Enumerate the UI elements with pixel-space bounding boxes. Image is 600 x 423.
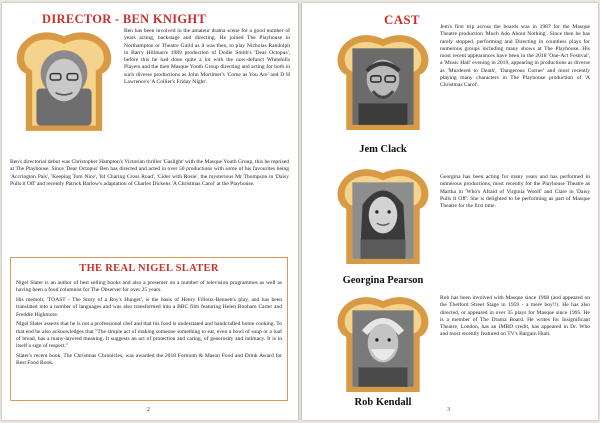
- jem-clack-name: Jem Clack: [359, 144, 407, 155]
- georgina-pearson-bio: Georgina has been acting for many years and has performed in numerous productions, most recently for the Playhouse Theatre as Martha in 'Who's Afraid of Virginia Woolf' and Clare in 'Daisy Pulls It Off'. She is delighted to be performing as part of Masque Theatre for the first time.: [440, 174, 590, 210]
- box-paragraph: His memoir, 'TOAST - The Story of a Boy's Hunger', is the basis of Henry Filloux-Bennett's play, and has been translated into a number of languages and was also transformed into a BBC film featuring Helen Bonham Carter and Freddie Highmore.: [16, 296, 282, 318]
- jem-portrait-icon: [352, 48, 413, 125]
- box-paragraph: Slater's recent book, The Christmas Chronicles, was awarded the 2018 Fortnum & Mason Food and Drink Award for Best Food Book.: [16, 352, 282, 367]
- rob-kendall-photo: [332, 287, 434, 399]
- cast-heading: CAST: [384, 12, 420, 27]
- director-heading: DIRECTOR - BEN KNIGHT: [42, 12, 207, 26]
- right-page: [302, 3, 598, 420]
- left-page: [2, 3, 298, 420]
- jem-clack-photo: [332, 25, 434, 137]
- director-bio-column: Ben has been involved in the amateur drama scene for a good number of years acting, backstage and directing. He joined The Playhouse in Northampton or Theatre Guild as it was then, to play Nicholas Randolph in Barry Hillman's 1989 production of Dodie Smith's 'Dear Octopus', before this he had done quite a lot with the now-defunct Whitehills Players and the then Masque Youth Group directing and acting for both in such diverse productions as John Mortimer's 'Come as You Are' and D H Lawrence's 'A Collier's Friday Night'.: [124, 28, 290, 86]
- nigel-slater-box: [10, 257, 288, 401]
- jem-clack-bio: Jem's first trip across the boards was in 1987 for the Masque Theatre production 'Much Ado About Nothing'. Since then he has rarely stopped, performing and Directing in countless plays for numerous groups including many shows at The Playhouse. His most recent appearances have been in the 2018 'One-Act Festival', a 'Music Hall' evening in 2019, appearing in productions as diverse as 'Murdered to Death', 'Dangerous Corner' and most recently playing many characters in The Playhouse production of 'A Christmas Carol'.: [440, 24, 590, 89]
- georgina-pearson-photo: [332, 159, 434, 271]
- georgina-pearson-name: Georgina Pearson: [342, 275, 424, 286]
- page-number-left: 2: [147, 407, 150, 413]
- box-paragraph: Nigel Slater asserts that he is not a professional chef and that his food is understated and handcrafted home cooking. To that end he also acknowledges that "The simple act of making someone something to eat, even a bowl of soup or a loaf of bread, has a many-layered meaning. It suggests an act of protection and caring, of generosity and intimacy. It is in itself a sign of respect.": [16, 321, 282, 350]
- georgina-portrait-icon: [352, 182, 413, 258]
- nigel-slater-title: THE REAL NIGEL SLATER: [79, 263, 219, 274]
- director-photo: [10, 27, 118, 133]
- box-paragraph: Nigel Slater is an author of best selling books and also a presenter on a number of television programmes as well as having been a food columnist for The Observer for over 25 years.: [16, 280, 282, 294]
- director-bio-full: Ben's directorial debut was Christopher Hampton's Victorian thriller 'Gaslight' with the Masque Youth Group, this he reprised at The Playhouse. Since 'Dear Octopus' Ben has directed and acted in over 50 productions with some of his favourites being 'Accrington Pals', 'Keeping Tom Nice', '84 Charing Cross Road', 'Cider with Rosie', the mysterious Mr Thompson in 'Daisy Pulls it Off' and recently Patrick Barlow's adaptation of Charles Dickens 'A Christmas Carol' at the Playhouse.: [10, 159, 289, 187]
- nigel-slater-text: [16, 280, 282, 370]
- rob-kendall-name: Rob Kendall: [354, 397, 412, 408]
- rob-kendall-bio: Rob has been involved with Masque since 1968 (and appeared on the Thetford Street Stage in 1959 - a mere boy!!). He has also directed, or appeared in over 35 plays for Masque since 1995. He is a member of The Drama Board. He writes for Insignificant Theatre, London, has an IMBD credit, has appeared in Dr. Who and most recently featured on TV's Bargain Hunt.: [440, 295, 590, 338]
- rob-portrait-icon: [352, 310, 413, 387]
- page-number-right: 3: [447, 407, 450, 413]
